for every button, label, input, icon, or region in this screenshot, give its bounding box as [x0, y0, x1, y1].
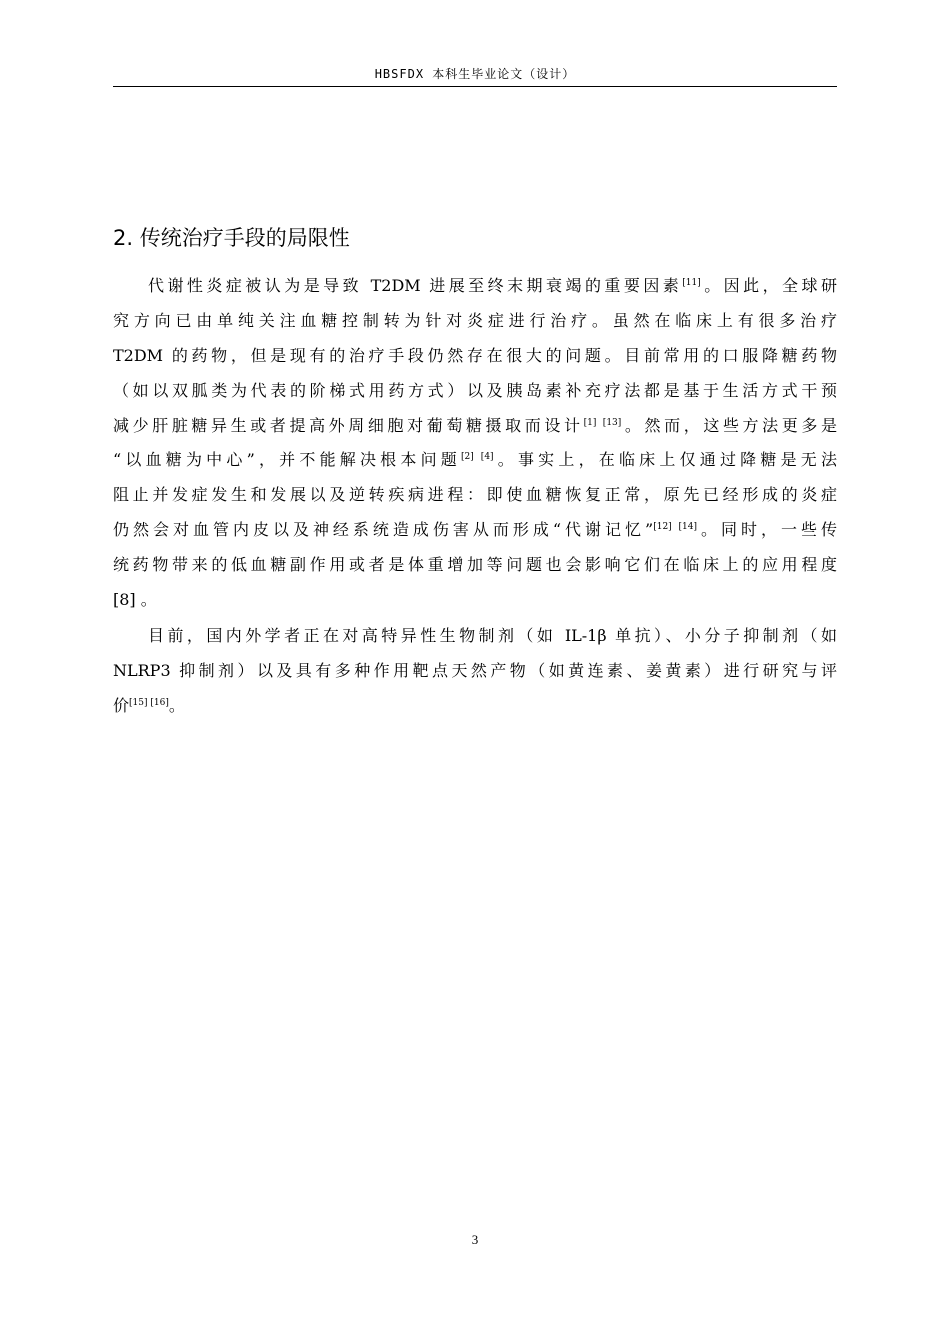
citation[interactable]: [2] [4]: [461, 452, 494, 463]
text-line: 目前，国内外学者正在对高特异性生物制剂（如 IL-1β 单抗）、小分子抑制剂（如: [148, 625, 837, 645]
text-line: 价[15] [16]。: [113, 695, 185, 715]
text-line: T2DM 的药物，但是现有的治疗手段仍然存在很大的问题。目前常用的口服降糖药物: [113, 345, 837, 365]
text-line: （如以双胍类为代表的阶梯式用药方式）以及胰岛素补充疗法都是基于生活方式干预: [113, 380, 837, 400]
text-line: 减少肝脏糖异生或者提高外周细胞对葡萄糖摄取而设计[1] [13]。然而，这些方法更多是: [113, 415, 837, 435]
text-line: 代谢性炎症被认为是导致 T2DM 进展至终末期衰竭的重要因素[11]。因此，全球研: [148, 276, 837, 295]
text-line: [8] 。: [113, 590, 157, 610]
header-rule: [113, 86, 837, 87]
citation[interactable]: [15] [16]: [129, 697, 169, 708]
body-text: [113, 269, 837, 724]
citation[interactable]: [11]: [682, 278, 701, 288]
text-line: 统药物带来的低血糖副作用或者是体重增加等问题也会影响它们在临床上的应用程度: [113, 555, 837, 575]
section-heading: 2. 传统治疗手段的局限性: [113, 226, 350, 250]
text-line: NLRP3 抑制剂）以及具有多种作用靶点天然产物（如黄连素、姜黄素）进行研究与评: [113, 660, 837, 680]
text-line: 阻止并发症发生和发展以及逆转疾病进程：即使血糖恢复正常，原先已经形成的炎症: [113, 485, 837, 505]
citation[interactable]: [1] [13]: [583, 417, 622, 428]
running-header: HBSFDX 本科生毕业论文（设计）: [374, 67, 576, 81]
text-line: 究方向已由单纯关注血糖控制转为针对炎症进行治疗。虽然在临床上有很多治疗: [113, 310, 837, 330]
citation[interactable]: [12] [14]: [653, 522, 698, 533]
text-line: “以血糖为中心”，并不能解决根本问题[2] [4]。事实上，在临床上仅通过降糖是无法: [113, 450, 837, 470]
text-line: 仍然会对血管内皮以及神经系统造成伤害从而形成“代谢记忆”[12] [14]。同时，一些传: [113, 520, 837, 540]
page-number: 3: [471, 1232, 479, 1247]
